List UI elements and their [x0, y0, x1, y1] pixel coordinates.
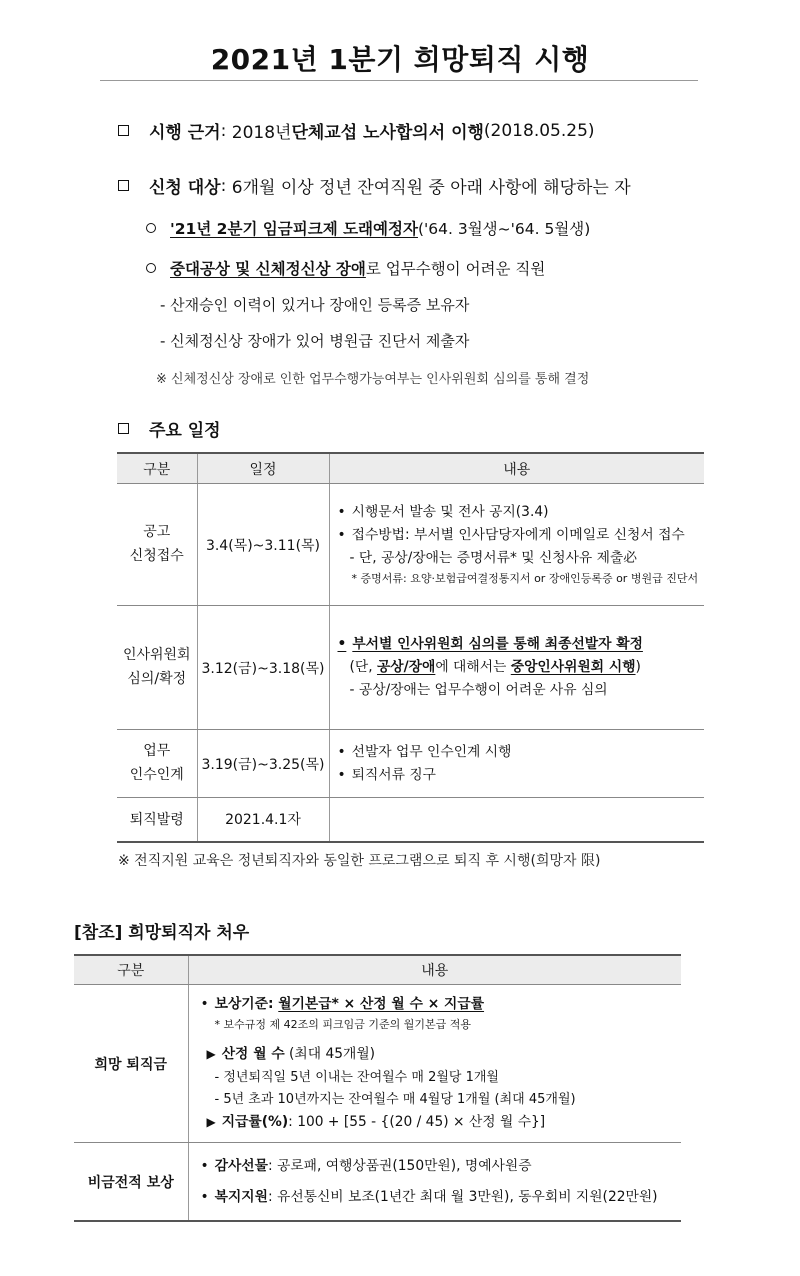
- content-line: • 퇴직서류 징구: [338, 764, 705, 787]
- table-row: [117, 730, 704, 798]
- target-label: 신청 대상: [149, 178, 221, 198]
- category-line: 신청접수: [129, 547, 184, 564]
- content-line: • 부서별 인사위원회 심의를 통해 최종선발자 확정: [338, 633, 705, 656]
- content-fragment: 지급률(%): [221, 1113, 289, 1130]
- target-sub: - 신체정신상 장애가 있어 병원급 진단서 제출자: [160, 332, 470, 350]
- content-line: • 접수방법: 부서별 인사담당자에게 이메일로 신청서 접수: [338, 524, 705, 547]
- content-line: [201, 1151, 682, 1181]
- table-row: [117, 606, 704, 730]
- content-cell: [329, 606, 704, 730]
- content-fragment: (최대 45개월): [284, 1046, 376, 1063]
- square-bullet-icon: [118, 423, 129, 434]
- content-fragment: : 100 + [55 - {(20 / 45) × 산정 월 수}]: [288, 1113, 546, 1130]
- category-cell: 퇴직발령: [117, 798, 197, 842]
- date-cell: 3.12(금)~3.18(목): [197, 606, 329, 730]
- basis-row: 시행 근거 : 2018년 단체교섭 노사합의서 이행 (2018.05.25): [118, 118, 595, 143]
- reference-table: [74, 954, 681, 1222]
- table-row: [117, 484, 704, 606]
- date-cell: 3.19(금)~3.25(목): [197, 730, 329, 798]
- content-fragment: 월기본급* × 산정 월 수 × 지급률: [278, 996, 485, 1012]
- target-sub: - 산재승인 이력이 있거나 장애인 등록증 보유자: [160, 296, 470, 314]
- target-item-bold: '21년 2분기 임금피크제 도래예정자: [170, 220, 418, 238]
- target-note: ※ 신체정신상 장애로 인한 업무수행가능여부는 인사위원회 심의를 통해 결정: [156, 372, 590, 387]
- table-row: [74, 985, 681, 1143]
- target-item: [146, 257, 545, 279]
- content-note: * 보수규정 제 42조의 피크임금 기준의 월기본급 적용: [214, 1018, 471, 1032]
- content-line: - 공상/장애는 업무수행이 어려운 사유 심의: [349, 681, 608, 698]
- content-cell: [329, 730, 704, 798]
- target-item-bold: 중대공상 및 신체정신상 장애: [170, 260, 366, 278]
- category-cell: 희망 퇴직금: [74, 985, 188, 1143]
- target-item: [146, 217, 590, 239]
- content-line: - 정년퇴직일 5년 이내는 잔여월수 매 2월당 1개월: [214, 1069, 499, 1085]
- date-cell: 2021.4.1자: [197, 798, 329, 842]
- content-cell: [329, 798, 704, 842]
- category-line: 심의/확정: [127, 670, 187, 687]
- content-line: • 시행문서 발송 및 전사 공지(3.4): [338, 501, 705, 524]
- reference-title: [참조] 희망퇴직자 처우: [74, 923, 250, 943]
- category-line: 업무: [143, 742, 171, 759]
- header-cell: 구분: [74, 955, 188, 985]
- title-divider: [100, 80, 698, 81]
- content-line: [201, 1043, 682, 1066]
- content-line: - 단, 공상/장애는 증명서류* 및 신청사유 제출必: [349, 549, 638, 566]
- table-header-row: [117, 453, 704, 484]
- content-fragment: 산정 월 수: [221, 1046, 285, 1063]
- content-cell: [329, 484, 704, 606]
- category-cell: [117, 606, 197, 730]
- schedule-table: [117, 452, 704, 843]
- header-cell: 일정: [197, 453, 329, 484]
- circle-bullet-icon: [146, 223, 156, 233]
- content-line: [338, 656, 705, 679]
- page-title: 2021년 1분기 희망퇴직 시행: [210, 43, 590, 76]
- basis-text: 2018년: [231, 123, 292, 143]
- basis-date: (2018.05.25): [483, 120, 595, 141]
- content-fragment: : 공로패, 여행상품권(150만원), 명예사원증: [267, 1158, 532, 1175]
- content-cell: [188, 985, 681, 1143]
- content-line: [201, 993, 682, 1016]
- category-cell: [117, 730, 197, 798]
- schedule-heading-row: [118, 416, 221, 441]
- content-fragment: ): [635, 659, 641, 676]
- basis-bold: 단체교섭 노사합의서 이행: [291, 123, 484, 143]
- content-fragment: (단,: [349, 659, 377, 676]
- content-note: * 증명서류: 요양·보험급여결정통지서 or 장애인등록증 or 병원급 진단서: [351, 571, 699, 585]
- content-line: [201, 1182, 682, 1212]
- content-fragment: 복지지원: [214, 1188, 268, 1205]
- target-item-rest: 로 업무수행이 어려운 직원: [365, 260, 546, 278]
- category-cell: 비금전적 보상: [74, 1143, 188, 1221]
- category-line: 인수인계: [129, 766, 184, 783]
- table-header-row: [74, 955, 681, 985]
- basis-label: 시행 근거: [149, 123, 221, 143]
- square-bullet-icon: [118, 125, 129, 136]
- header-cell: 구분: [117, 453, 197, 484]
- content-line: [201, 1111, 682, 1134]
- target-text: 6개월 이상 정년 잔여직원 중 아래 사항에 해당하는 자: [231, 178, 631, 198]
- header-cell: 내용: [188, 955, 681, 985]
- target-row: 신청 대상 : 6개월 이상 정년 잔여직원 중 아래 사항에 해당하는 자: [118, 173, 631, 198]
- header-cell: 내용: [329, 453, 704, 484]
- content-fragment: : 유선통신비 보조(1년간 최대 월 3만원), 동우회비 지원(22만원): [267, 1188, 658, 1205]
- date-cell: 3.4(목)~3.11(목): [197, 484, 329, 606]
- content-fragment: 보상기준:: [214, 996, 279, 1012]
- content-line: - 5년 초과 10년까지는 잔여월수 매 4월당 1개월 (최대 45개월): [214, 1091, 576, 1107]
- content-fragment: 에 대해서는: [435, 659, 511, 676]
- table-row: [117, 798, 704, 842]
- content-fragment: 감사선물: [214, 1158, 268, 1175]
- table-row: [74, 1143, 681, 1221]
- schedule-heading: 주요 일정: [149, 421, 221, 441]
- circle-bullet-icon: [146, 263, 156, 273]
- category-line: 공고: [143, 523, 171, 540]
- content-fragment: 공상/장애: [376, 659, 436, 676]
- schedule-footnote: ※ 전직지원 교육은 정년퇴직자와 동일한 프로그램으로 퇴직 후 시행(희망자 限): [118, 853, 601, 869]
- category-line: 인사위원회: [122, 646, 191, 663]
- content-line: • 선발자 업무 인수인계 시행: [338, 741, 705, 764]
- target-item-rest: ('64. 3월생~'64. 5월생): [417, 220, 591, 238]
- square-bullet-icon: [118, 180, 129, 191]
- content-fragment: 중앙인사위원회 시행: [510, 659, 636, 676]
- category-cell: [117, 484, 197, 606]
- content-cell: [188, 1143, 681, 1221]
